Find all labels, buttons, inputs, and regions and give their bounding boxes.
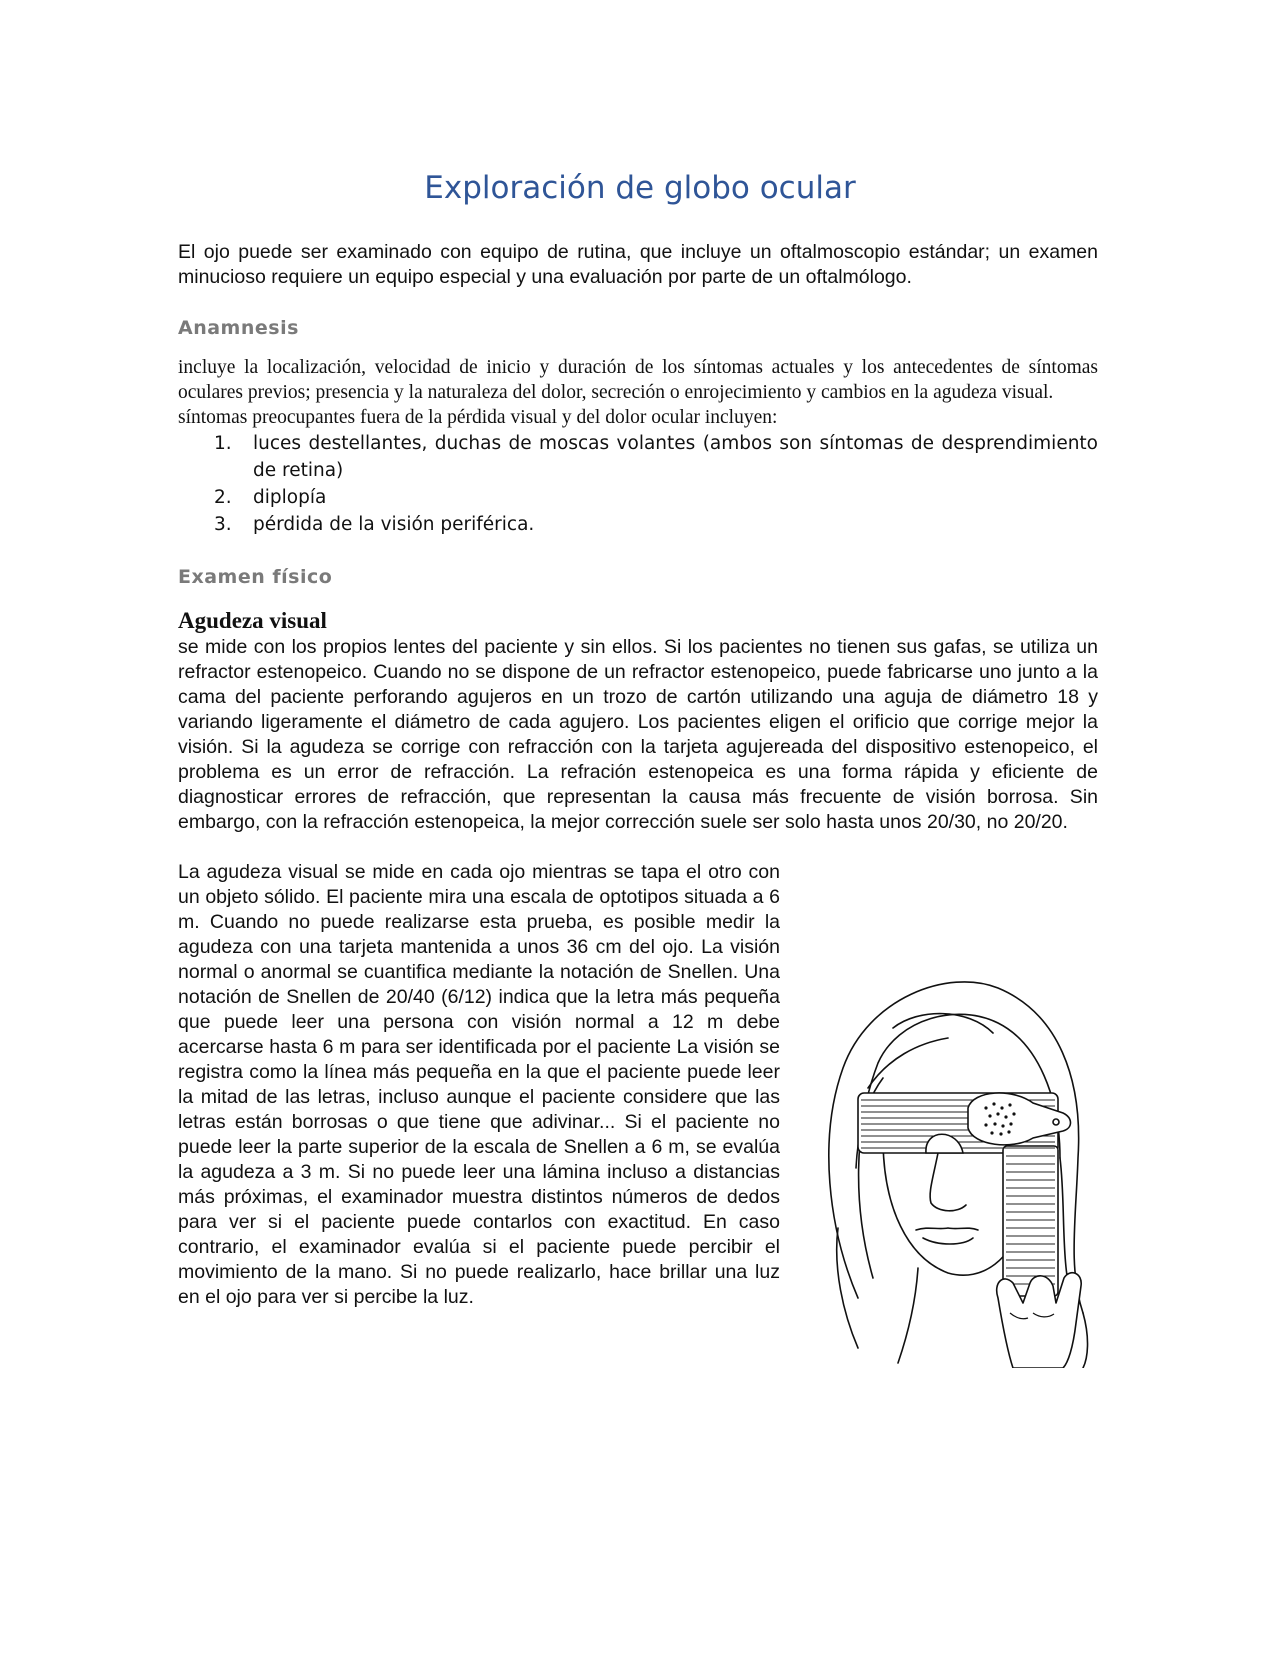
anamnesis-paragraph: incluye la localización, velocidad de inicio y duración de los síntomas actuales y los antecedentes de síntomas oculares previos; presencia y la naturaleza del dolor, secreción o enrojecimiento y cambios en la agudeza visual.: [178, 357, 1098, 403]
occluder-illustration: [798, 968, 1098, 1368]
visual-acuity-paragraph-1: se mide con los propios lentes del paciente y sin ellos. Si los pacientes no tienen sus gafas, se utiliza un refractor estenopeico. Cuando no se dispone de un refractor estenopeico, puede fabricarse uno junto a la cama del paciente perforando agujeros en un trozo de cartón utilizando una aguja de diámetro 18 y variando ligeramente el diámetro de cada agujero. Los pacientes eligen el orificio que corrige mejor la visión. Si la agudeza se corrige con refracción con la tarjeta agujereada del dispositivo estenopeico, el problema es un error de refracción. La refración estenopeica es una forma rápida y eficiente de diagnosticar errores de refracción, que representan la causa más frecuente de visión borrosa. Sin embargo, con la refracción estenopeica, la mejor corrección suele ser solo hasta unos 20/30, no 20/20.: [178, 636, 1098, 833]
list-item-text: diplopía: [253, 487, 327, 508]
list-item-number: 3.: [214, 514, 232, 535]
anamnesis-heading: Anamnesis: [178, 317, 299, 339]
list-item-text: luces destellantes, duchas de moscas volantes (ambos son síntomas de desprendimiento de retina): [253, 433, 1098, 481]
symptoms-list: [178, 430, 1098, 538]
list-item: [178, 511, 1098, 538]
visual-acuity-paragraph-2: La agudeza visual se mide en cada ojo mientras se tapa el otro con un objeto sólido. El paciente mira una escala de optotipos situada a 6 m. Cuando no puede realizarse esta prueba, es posible medir la agudeza con una tarjeta mantenida a unos 36 cm del ojo. La visión normal o anormal se cuantifica mediante la notación de Snellen. Una notación de Snellen de 20/40 (6/12) indica que la letra más pequeña que puede leer una persona con visión normal a 12 m debe acercarse hasta 6 m para ser identificada por el paciente La visión se registra como la línea más pequeña en la que el paciente puede leer la mitad de las letras, incluso aunque el paciente considere que las letras están borrosas o que tiene que adivinar... Si el paciente no puede leer la parte superior de la escala de Snellen a 6 m, se evalúa la agudeza a 3 m. Si no puede leer una lámina incluso a distancias más próximas, el examinador muestra distintos números de dedos para ver si el paciente puede contarlos con exactitud. En caso contrario, el examinador evalúa si el paciente puede percibir el movimiento de la mano. Si no puede realizarlo, hace brillar una luz en el ojo para ver si percibe la luz.: [178, 861, 780, 1308]
visual-acuity-paragraph-2-wrapper: [178, 860, 1098, 1310]
document-body: [178, 240, 1098, 1368]
symptoms-list-intro: síntomas preocupantes fuera de la pérdida visual y del dolor ocular incluyen:: [178, 407, 778, 428]
list-item-number: 1.: [214, 433, 232, 454]
list-item: [178, 484, 1098, 511]
physical-exam-heading: Examen físico: [178, 566, 333, 588]
list-item-text: pérdida de la visión periférica.: [253, 514, 535, 535]
intro-paragraph: El ojo puede ser examinado con equipo de rutina, que incluye un oftalmoscopio estándar; un examen minucioso requiere un equipo especial y una evaluación por parte de un oftalmólogo.: [178, 241, 1098, 288]
visual-acuity-heading: Agudeza visual: [178, 608, 327, 633]
list-item-number: 2.: [214, 487, 232, 508]
list-item: [178, 430, 1098, 484]
page-title: Exploración de globo ocular: [424, 170, 856, 206]
